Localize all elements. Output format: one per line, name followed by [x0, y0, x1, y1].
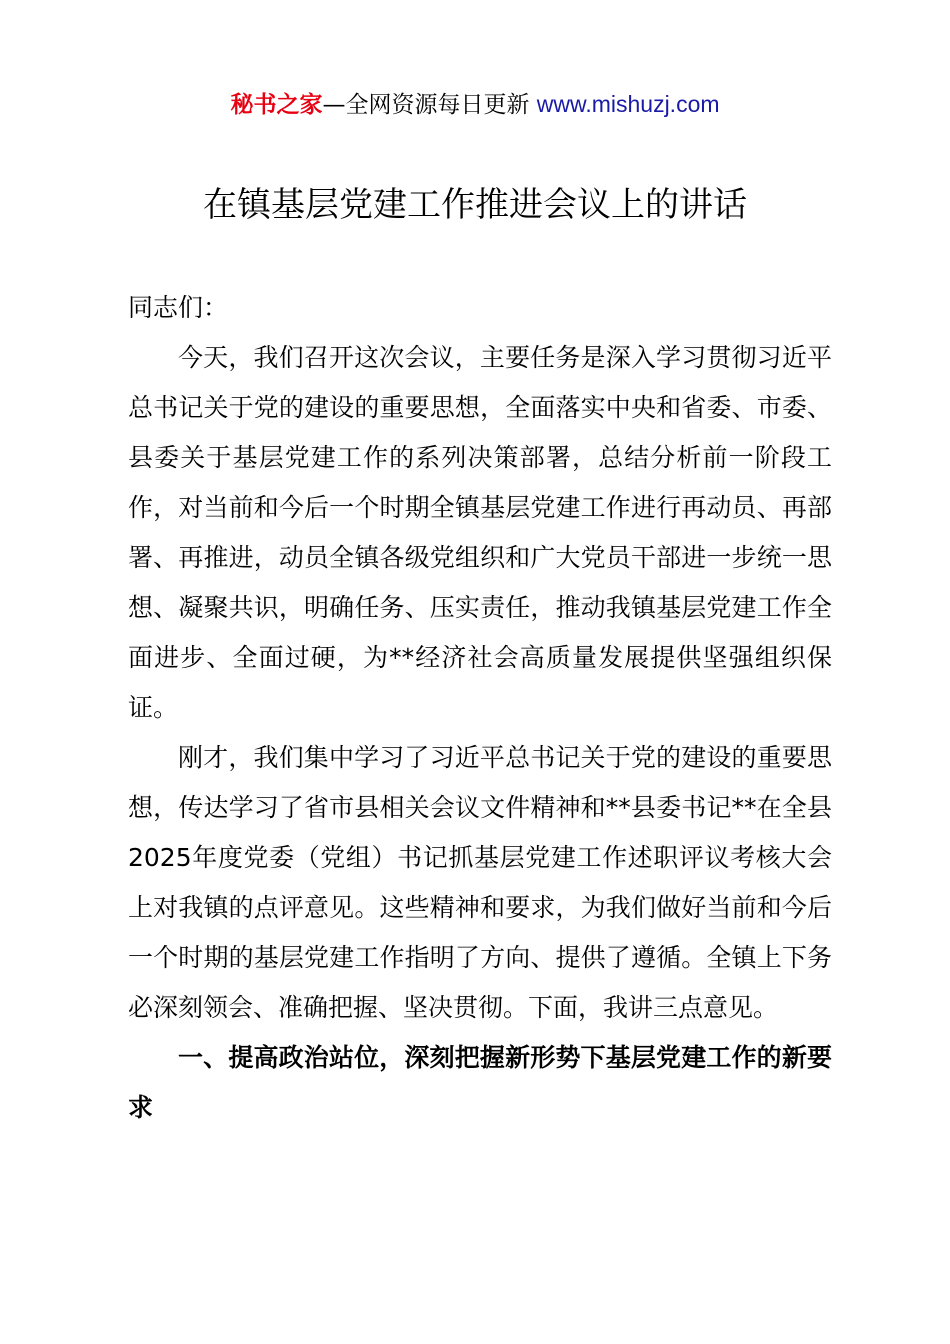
paragraph-intro: 今天，我们召开这次会议，主要任务是深入学习贯彻习近平总书记关于党的建设的重要思想，全面落实中央和省委、市委、县委关于基层党建工作的系列决策部署，总结分析前一阶段工作，对当前和今后一个时期全镇基层党建工作进行再动员、再部署、再推进，动员全镇各级党组织和广大党员干部进一步统一思想、凝聚共识，明确任务、压实责任，推动我镇基层党建工作全面进步、全面过硬，为**经济社会高质量发展提供坚强组织保证。 [128, 343, 832, 722]
site-header [0, 88, 950, 121]
paragraph-review: 刚才，我们集中学习了习近平总书记关于党的建设的重要思想，传达学习了省市县相关会议文件精神和**县委书记**在全县2025年度党委（党组）书记抓基层党建工作述职评议考核大会上对我镇的点评意见。这些精神和要求，为我们做好当前和今后一个时期的基层党建工作指明了方向、提供了遵循。全镇上下务必深刻领会、准确把握、坚决贯彻。下面，我讲三点意见。 [128, 743, 832, 1022]
site-name: 秘书之家 [230, 92, 323, 118]
salutation: 同志们： [128, 293, 229, 322]
site-slogan: —全网资源每日更新 [322, 92, 530, 118]
site-url-link[interactable]: www.mishuzj.com [536, 91, 720, 117]
document-body [128, 283, 832, 1133]
document-title: 在镇基层党建工作推进会议上的讲话 [203, 185, 747, 225]
section-heading: 一、提高政治站位，深刻把握新形势下基层党建工作的新要求 [128, 1043, 832, 1122]
